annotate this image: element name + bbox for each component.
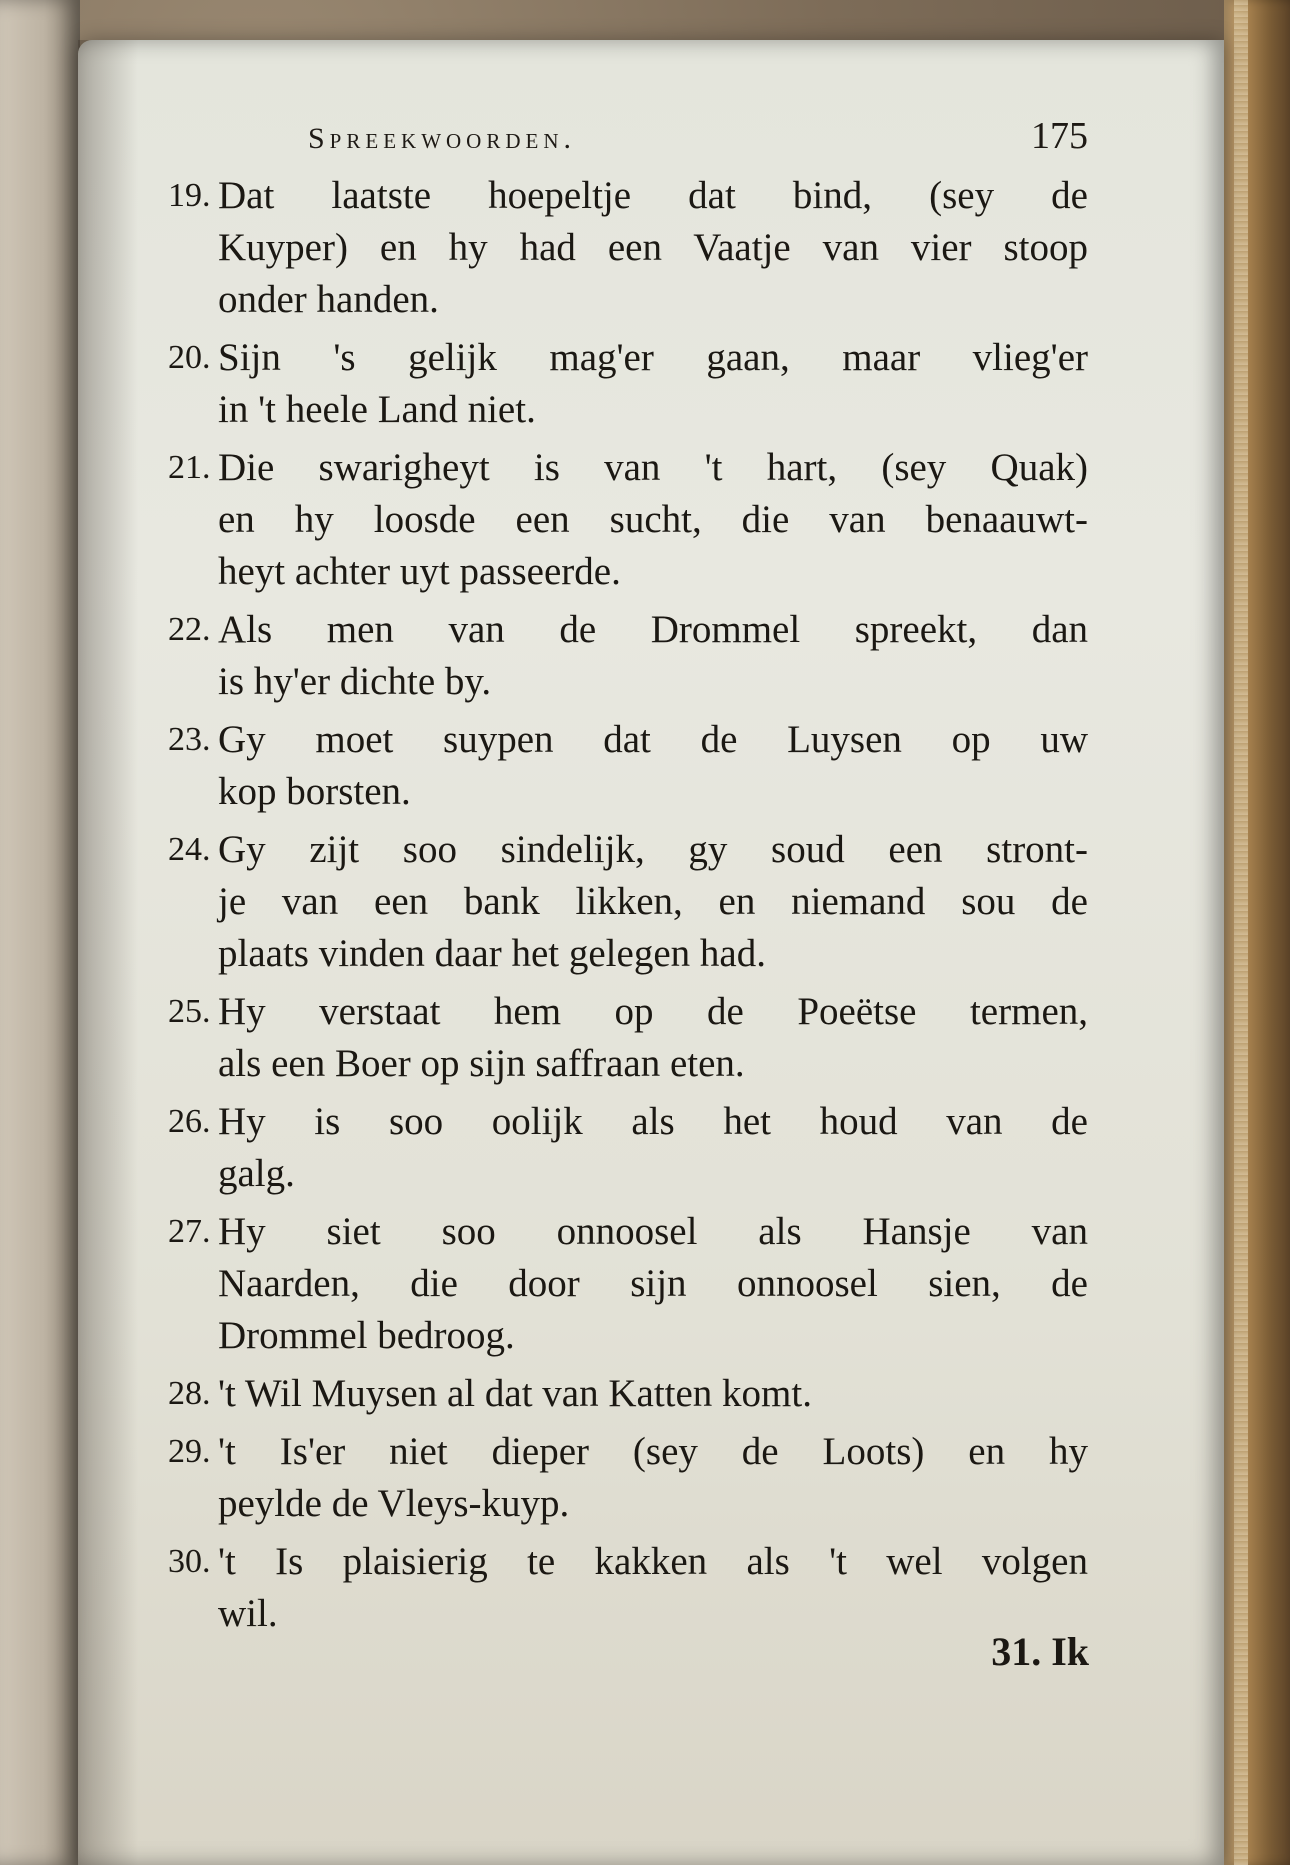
book-edge [1224,0,1290,1865]
proverb-line: Naarden, die door sijn onnoosel sien, de [218,1262,1088,1305]
proverb-line: onder handen. [218,278,439,321]
proverb-line: in 't heele Land niet. [218,388,536,431]
proverb-line: je van een bank likken, en niemand sou de [218,880,1088,923]
book-page [78,40,1224,1865]
proverb-line: wil. [218,1592,278,1635]
proverb-line: en hy loosde een sucht, die van benaauwt- [218,498,1088,541]
catchword: 31. Ik [991,1629,1089,1674]
proverb-line: plaats vinden daar het gelegen had. [218,932,766,975]
proverb-line: kop borsten. [218,770,411,813]
proverb-list [168,170,1088,1646]
proverb-number: 20. [168,339,211,376]
page-number: 175 [1031,115,1088,157]
proverb-entry [168,1536,1088,1640]
running-head [308,110,1088,170]
proverb-number: 25. [168,993,211,1030]
proverb-line: galg. [218,1152,295,1195]
proverb-entry [168,332,1088,436]
proverb-number: 28. [168,1375,211,1412]
proverb-line: Gy moet suypen dat de Luysen op uw [218,718,1088,761]
proverb-line: is hy'er dichte by. [218,660,492,703]
proverb-entry [168,1096,1088,1200]
proverb-line: 't Wil Muysen al dat van Katten komt. [218,1372,812,1415]
proverb-line: Hy is soo oolijk als het houd van de [218,1100,1088,1143]
proverb-line: Hy siet soo onnoosel als Hansje van [218,1210,1088,1253]
proverb-number: 24. [168,831,211,868]
proverb-line: Drommel bedroog. [218,1314,515,1357]
facing-page-edge [0,0,80,1865]
proverb-entry [168,604,1088,708]
proverb-entry [168,170,1088,326]
gutter-shadow [78,40,138,1865]
proverb-number: 21. [168,449,211,486]
running-title: Spreekwoorden. [308,122,577,155]
proverb-line: peylde de Vleys-kuyp. [218,1482,570,1525]
proverb-number: 29. [168,1433,211,1470]
proverb-line: Hy verstaat hem op de Poeëtse termen, [218,990,1088,1033]
proverb-entry [168,714,1088,818]
proverb-line: 't Is'er niet dieper (sey de Loots) en hy [218,1430,1088,1473]
proverb-number: 19. [168,177,211,214]
proverb-line: heyt achter uyt passeerde. [218,550,621,593]
proverb-line: Gy zijt soo sindelijk, gy soud een stront- [218,828,1088,871]
proverb-entry [168,442,1088,598]
proverb-entry [168,1206,1088,1362]
proverb-entry [168,986,1088,1090]
proverb-line: Sijn 's gelijk mag'er gaan, maar vlieg'er [218,336,1088,379]
proverb-entry [168,1368,1088,1420]
proverb-line: als een Boer op sijn saffraan eten. [218,1042,745,1085]
proverb-entry [168,1426,1088,1530]
proverb-line: Als men van de Drommel spreekt, dan [218,608,1088,651]
proverb-line: 't Is plaisierig te kakken als 't wel volgen [218,1540,1088,1583]
proverb-line: Dat laatste hoepeltje dat bind, (sey de [218,174,1088,217]
proverb-entry [168,824,1088,980]
proverb-line: Die swarigheyt is van 't hart, (sey Quak) [218,446,1088,489]
proverb-number: 30. [168,1543,211,1580]
proverb-number: 27. [168,1213,211,1250]
proverb-number: 26. [168,1103,211,1140]
proverb-number: 22. [168,611,211,648]
proverb-number: 23. [168,721,211,758]
proverb-line: Kuyper) en hy had een Vaatje van vier stoop [218,226,1088,269]
